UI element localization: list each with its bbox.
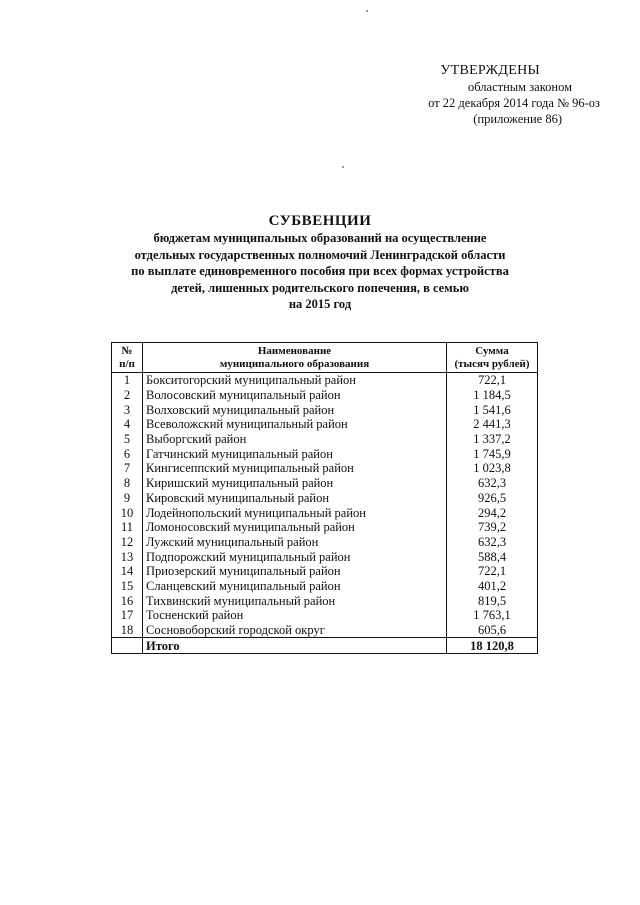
row-number: 7 <box>112 461 143 476</box>
row-sum: 632,3 <box>447 476 538 491</box>
row-name: Волховский муниципальный район <box>143 402 447 417</box>
document-subtitle-line: детей, лишенных родительского попечения, в семью <box>171 280 469 295</box>
document-title: СУБВЕНЦИИ <box>268 213 372 229</box>
approval-appendix: (приложение 86) <box>473 112 562 126</box>
approval-law: областным законом <box>467 80 572 94</box>
row-sum: 2 441,3 <box>447 417 538 432</box>
table-row <box>112 476 538 491</box>
table-row <box>112 446 538 461</box>
header-number-line1: № <box>121 344 133 357</box>
row-name: Тихвинский муниципальный район <box>143 593 447 608</box>
row-number: 1 <box>112 373 143 388</box>
total-number-cell <box>112 638 143 654</box>
row-number: 18 <box>112 623 143 638</box>
row-number: 14 <box>112 564 143 579</box>
row-number: 17 <box>112 608 143 623</box>
row-name: Всеволожский муниципальный район <box>143 417 447 432</box>
table-row <box>112 608 538 623</box>
table-body <box>112 373 538 638</box>
row-sum: 1 541,6 <box>447 402 538 417</box>
row-number: 13 <box>112 549 143 564</box>
table-row <box>112 373 538 388</box>
row-number: 10 <box>112 505 143 520</box>
row-name: Приозерский муниципальный район <box>143 564 447 579</box>
row-name: Тосненский район <box>143 608 447 623</box>
scan-speck <box>366 10 368 12</box>
scan-speck <box>342 166 344 168</box>
header-sum-line2: (тысяч рублей) <box>454 357 530 370</box>
header-name-line1: Наименование <box>257 344 332 357</box>
table-row <box>112 564 538 579</box>
row-number: 6 <box>112 446 143 461</box>
document-heading <box>0 212 640 313</box>
table-row <box>112 432 538 447</box>
table-row <box>112 623 538 638</box>
row-name: Бокситогорский муниципальный район <box>143 373 447 388</box>
header-sum <box>447 343 538 373</box>
table-row <box>112 388 538 403</box>
table-row <box>112 535 538 550</box>
document-subtitle-line: бюджетам муниципальных образований на осуществление <box>153 231 487 245</box>
approval-title: УТВЕРЖДЕНЫ <box>440 63 540 78</box>
table-header-row <box>112 343 538 373</box>
row-number: 3 <box>112 402 143 417</box>
table-row <box>112 461 538 476</box>
row-number: 11 <box>112 520 143 535</box>
table-row <box>112 402 538 417</box>
row-name: Киришский муниципальный район <box>143 476 447 491</box>
total-sum: 18 120,8 <box>447 638 538 654</box>
row-sum: 819,5 <box>447 593 538 608</box>
table-row <box>112 549 538 564</box>
row-sum: 1 745,9 <box>447 446 538 461</box>
row-name: Сосновоборский городской округ <box>143 623 447 638</box>
header-name-line2: муниципального образования <box>219 357 370 370</box>
row-sum: 1 184,5 <box>447 388 538 403</box>
table-row <box>112 417 538 432</box>
subventions-table <box>111 342 538 654</box>
row-number: 5 <box>112 432 143 447</box>
document-subtitle-line: отдельных государственных полномочий Ленинградской области <box>134 247 506 262</box>
row-name: Подпорожский муниципальный район <box>143 549 447 564</box>
row-name: Выборгский район <box>143 432 447 447</box>
row-name: Лужский муниципальный район <box>143 535 447 550</box>
table-row <box>112 520 538 535</box>
row-number: 12 <box>112 535 143 550</box>
table-footer <box>112 638 538 654</box>
row-number: 4 <box>112 417 143 432</box>
row-name: Гатчинский муниципальный район <box>143 446 447 461</box>
row-sum: 401,2 <box>447 579 538 594</box>
row-name: Кингисеппский муниципальный район <box>143 461 447 476</box>
row-sum: 632,3 <box>447 535 538 550</box>
document-subtitle-line: на 2015 год <box>288 297 352 312</box>
row-sum: 294,2 <box>447 505 538 520</box>
row-number: 16 <box>112 593 143 608</box>
row-name: Ломоносовский муниципальный район <box>143 520 447 535</box>
approval-date: от 22 декабря 2014 года № 96-оз <box>428 96 600 110</box>
row-number: 15 <box>112 579 143 594</box>
row-sum: 1 337,2 <box>447 432 538 447</box>
header-name <box>143 343 447 373</box>
row-sum: 722,1 <box>447 373 538 388</box>
row-sum: 1 763,1 <box>447 608 538 623</box>
row-number: 8 <box>112 476 143 491</box>
row-sum: 605,6 <box>447 623 538 638</box>
row-number: 2 <box>112 388 143 403</box>
table-row <box>112 593 538 608</box>
row-name: Лодейнопольский муниципальный район <box>143 505 447 520</box>
total-label: Итого <box>143 638 447 654</box>
row-sum: 722,1 <box>447 564 538 579</box>
row-sum: 739,2 <box>447 520 538 535</box>
total-row <box>112 638 538 654</box>
row-name: Сланцевский муниципальный район <box>143 579 447 594</box>
table-row <box>112 579 538 594</box>
row-number: 9 <box>112 491 143 506</box>
table-row <box>112 505 538 520</box>
row-name: Кировский муниципальный район <box>143 491 447 506</box>
table-header <box>112 343 538 373</box>
document-subtitle-line: по выплате единовременного пособия при всех формах устройства <box>131 264 509 279</box>
table-row <box>112 491 538 506</box>
row-name: Волосовский муниципальный район <box>143 388 447 403</box>
row-sum: 1 023,8 <box>447 461 538 476</box>
approval-stamp <box>340 62 600 127</box>
header-sum-line1: Сумма <box>475 344 509 357</box>
row-sum: 926,5 <box>447 491 538 506</box>
header-number-line2: п/п <box>119 357 135 370</box>
row-sum: 588,4 <box>447 549 538 564</box>
header-number <box>112 343 143 373</box>
